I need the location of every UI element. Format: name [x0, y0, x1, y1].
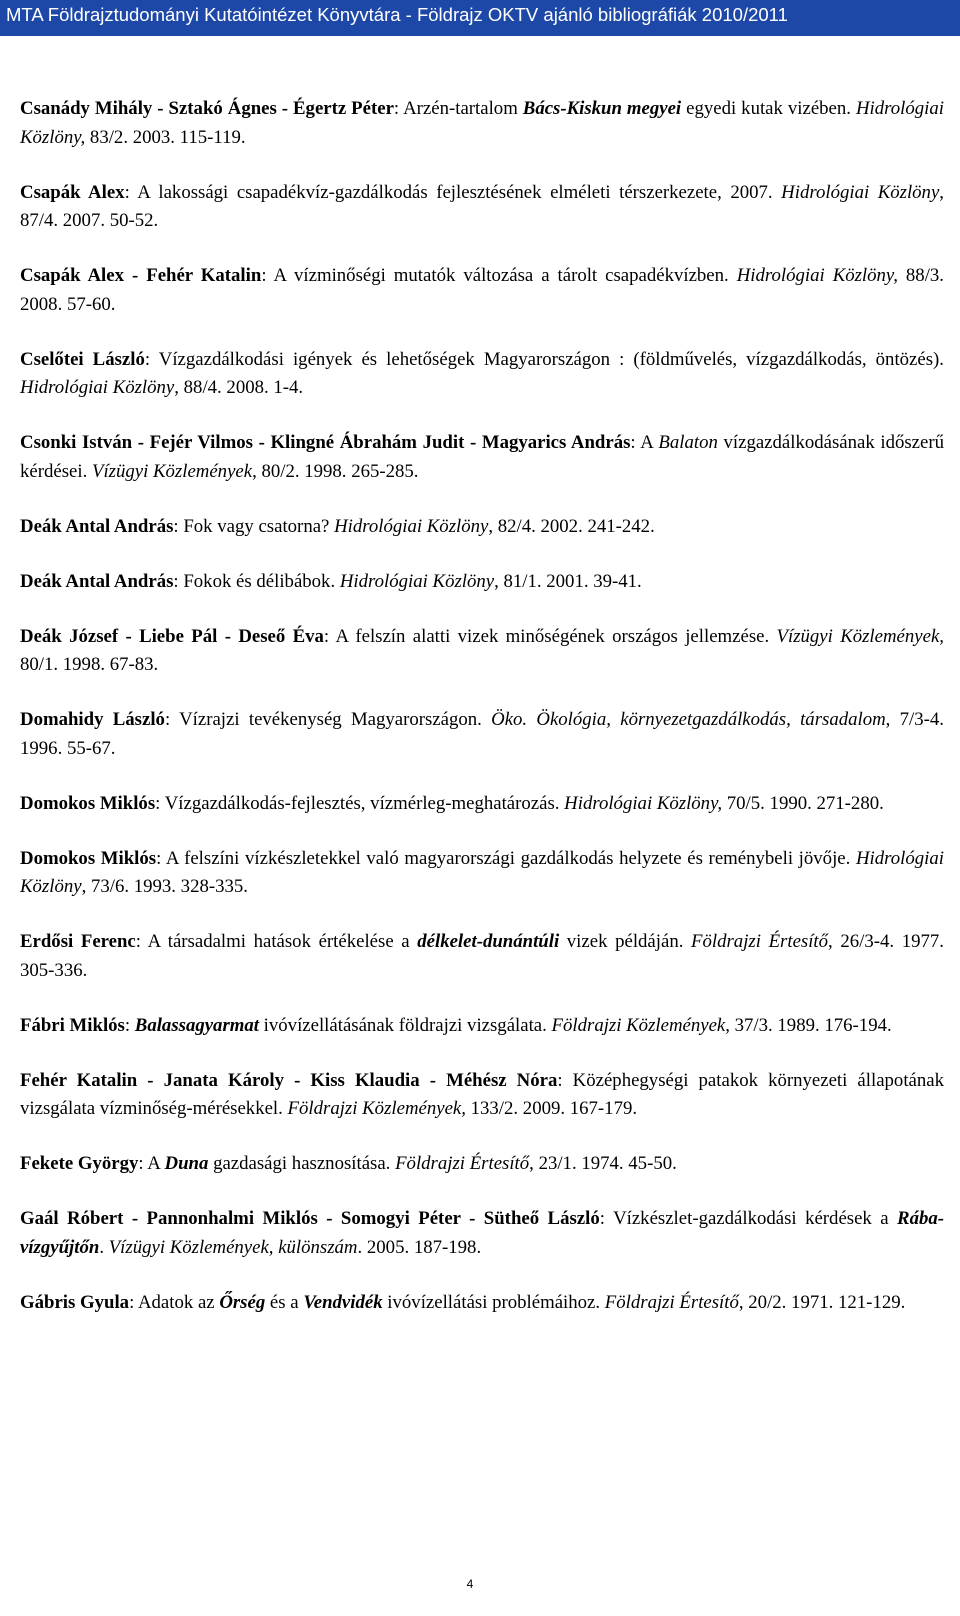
- entry-author: Domokos Miklós: [20, 792, 156, 814]
- entry-journal: Vízügyi Közlemények, különszám: [108, 1236, 358, 1258]
- entry-journal: Hidrológiai Közlöny: [334, 515, 489, 537]
- entry-author: Cselőtei László: [20, 348, 145, 370]
- entry-title: A lakossági csapadékvíz-gazdálkodás fejlesztésének elméleti térszerkezete, 2007.: [137, 181, 782, 203]
- bibliography-entry: Cselőtei László: Vízgazdálkodási igények és lehetőségek Magyarországon : (földművelés, vízgazdálkodás, öntözés). Hidrológiai Közlöny, 88/4. 2008. 1-4.: [20, 348, 944, 398]
- entry-place-name: Balaton: [658, 432, 718, 453]
- entry-reference: , 80/2. 1998. 265-285.: [252, 460, 419, 482]
- entry-journal: Vízügyi Közlemények,: [776, 625, 944, 647]
- entry-reference: , 7/3-4. 1996. 55-67.: [20, 709, 944, 759]
- page-header: [0, 0, 960, 36]
- entry-journal: Hidrológiai Közlöny: [20, 847, 944, 897]
- entry-place-name: Rába-vízgyűjtőn: [20, 1208, 944, 1258]
- entry-journal: Földrajzi Közlemények,: [287, 1098, 466, 1119]
- entry-title: A: [147, 1153, 165, 1174]
- page-number: 4: [466, 1577, 474, 1591]
- entry-journal: Földrajzi Értesítő: [395, 1153, 530, 1174]
- entry-title: A: [640, 432, 659, 453]
- bibliography-entry: Domahidy László: Vízrajzi tevékenység Magyarországon. Öko. Ökológia, környezetgazdálkodás, társadalom, 7/3-4. 1996. 55-67.: [20, 709, 944, 759]
- entry-journal: Földrajzi Értesítő: [691, 931, 829, 952]
- entry-place-name: Balassagyarmat: [134, 1014, 259, 1036]
- entry-journal: Hidrológiai Közlöny: [781, 181, 940, 203]
- entry-reference: , 88/4. 2008. 1-4.: [174, 377, 304, 398]
- entry-author: Deák Antal András: [20, 515, 174, 537]
- entry-title: Vízkészlet-gazdálkodási kérdések a: [613, 1208, 898, 1229]
- entry-title: Vízgazdálkodási igények és lehetőségek Magyarországon : (földművelés, vízgazdálkodás, öntözés).: [158, 348, 944, 370]
- entry-reference: , 87/4. 2007. 50-52.: [20, 181, 944, 231]
- entry-place-name: délkelet-dunántúli: [417, 931, 560, 952]
- entry-reference: , 73/6. 1993. 328-335.: [81, 876, 248, 897]
- bibliography-entry: Csapák Alex: A lakossági csapadékvíz-gazdálkodás fejlesztésének elméleti térszerkezete, 2007. Hidrológiai Közlöny, 87/4. 2007. 50-52.: [20, 181, 944, 231]
- bibliography-entry: Csapák Alex - Fehér Katalin: A vízminőségi mutatók változása a tárolt csapadékvízben. Hidrológiai Közlöny, 88/3. 2008. 57-60.: [20, 265, 944, 315]
- entry-title: ivóvízellátásának földrajzi vizsgálata.: [258, 1014, 552, 1036]
- entry-author: Csonki István - Fejér Vilmos - Klingné Ábrahám Judit - Magyarics András: [20, 432, 631, 453]
- entry-journal: Földrajzi Közlemények: [551, 1014, 726, 1036]
- entry-reference: 80/1. 1998. 67-83.: [20, 654, 159, 675]
- entry-title: A társadalmi hatások értékelése a: [147, 931, 418, 952]
- entry-author: Fehér Katalin - Janata Károly - Kiss Klaudia - Méhész Nóra: [20, 1069, 558, 1091]
- bibliography-entry: Fábri Miklós: Balassagyarmat ivóvízellátásának földrajzi vizsgálata. Földrajzi Közlemények, 37/3. 1989. 176-194.: [20, 1014, 892, 1036]
- entry-reference: , 23/1. 1974. 45-50.: [529, 1153, 677, 1174]
- entry-title: Fok vagy csatorna?: [183, 515, 335, 537]
- entry-reference: 83/2. 2003. 115-119.: [85, 126, 246, 148]
- entry-title: Vízrajzi tevékenység Magyarországon.: [179, 709, 492, 730]
- entry-author: Deák Antal András: [20, 570, 174, 592]
- entry-journal: Hidrológiai Közlöny,: [20, 98, 944, 148]
- bibliography-entry: Deák Antal András: Fokok és délibábok. Hidrológiai Közlöny, 81/1. 2001. 39-41.: [20, 570, 642, 592]
- entry-journal: Földrajzi Értesítő: [604, 1291, 739, 1313]
- entry-title: és a: [265, 1291, 304, 1313]
- entry-author: Erdősi Ferenc: [20, 931, 136, 952]
- bibliography-entry: Erdősi Ferenc: A társadalmi hatások értékelése a délkelet-dunántúli vizek példáján. Földrajzi Értesítő, 26/3-4. 1977. 305-336.: [20, 931, 944, 981]
- entry-place-name: Duna: [164, 1153, 209, 1174]
- entry-author: Fábri Miklós: [20, 1014, 125, 1036]
- entry-author: Deák József - Liebe Pál - Deseő Éva: [20, 625, 324, 647]
- entry-author: Csapák Alex: [20, 181, 125, 203]
- entry-title: ivóvízellátási problémáihoz.: [382, 1291, 605, 1313]
- entry-journal: Hidrológiai Közlöny,: [736, 265, 898, 286]
- entry-reference: , 26/3-4. 1977. 305-336.: [20, 931, 944, 981]
- entry-title: egyedi kutak vizében.: [681, 98, 856, 119]
- bibliography-entry: Csanády Mihály - Sztakó Ágnes - Égertz Péter: Arzén-tartalom Bács-Kiskun megyei egyedi kutak vizében. Hidrológiai Közlöny, 83/2. 2003. 115-119.: [20, 98, 944, 148]
- entry-journal: Hidrológiai Közlöny: [20, 377, 175, 398]
- entry-reference: 88/3. 2008. 57-60.: [20, 265, 944, 315]
- bibliography-entry: Fekete György: A Duna gazdasági hasznosítása. Földrajzi Értesítő, 23/1. 1974. 45-50.: [20, 1153, 677, 1174]
- entry-title: vizek példáján.: [559, 931, 692, 952]
- entry-reference: , 20/2. 1971. 121-129.: [738, 1291, 906, 1313]
- bibliography-entry: Gaál Róbert - Pannonhalmi Miklós - Somogyi Péter - Sütheő László: Vízkészlet-gazdálkodási kérdések a Rába-vízgyűjtőn. Vízügyi Közlemények, különszám. 2005. 187-198.: [20, 1208, 944, 1258]
- entry-author: Domokos Miklós: [20, 847, 157, 869]
- entry-author: Domahidy László: [20, 709, 165, 730]
- entry-reference: 70/5. 1990. 271-280.: [722, 792, 884, 814]
- entry-author: Fekete György: [20, 1153, 139, 1174]
- entry-title: A felszín alatti vizek minőségének országos jellemzése.: [335, 625, 777, 647]
- bibliography-entry: Deák Antal András: Fok vagy csatorna? Hidrológiai Közlöny, 82/4. 2002. 241-242.: [20, 515, 655, 537]
- bibliography-list: [20, 95, 944, 1344]
- entry-journal: Hidrológiai Közlöny,: [564, 792, 723, 814]
- entry-journal: Hidrológiai Közlöny: [339, 570, 495, 592]
- entry-title: vízgazdálkodásának időszerű kérdései.: [20, 432, 944, 482]
- entry-place-name: Bács-Kiskun megyei: [522, 98, 682, 119]
- entry-reference: , 37/3. 1989. 176-194.: [725, 1014, 892, 1036]
- entry-author: Gaál Róbert - Pannonhalmi Miklós - Somogyi Péter - Sütheő László: [20, 1208, 600, 1229]
- entry-journal: Öko. Ökológia, környezetgazdálkodás, társadalom: [491, 709, 886, 730]
- bibliography-entry: Deák József - Liebe Pál - Deseő Éva: A felszín alatti vizek minőségének országos jellemzése. Vízügyi Közlemények, 80/1. 1998. 67-83.: [20, 625, 944, 675]
- entry-title: A felszíni vízkészletekkel való magyarországi gazdálkodás helyzete és reménybeli jövője.: [165, 847, 856, 869]
- entry-reference: , 82/4. 2002. 241-242.: [488, 515, 655, 537]
- entry-title: Adatok az: [137, 1291, 220, 1313]
- entry-title: Arzén-tartalom: [403, 98, 523, 119]
- entry-title: gazdasági hasznosítása.: [208, 1153, 396, 1174]
- entry-title: Vízgazdálkodás-fejlesztés, vízmérleg-meghatározás.: [164, 792, 565, 814]
- page-header-title: MTA Földrajztudományi Kutatóintézet Könyvtára - Földrajz OKTV ajánló bibliográfiák 2010/2011: [6, 4, 788, 25]
- entry-author: Csanády Mihály - Sztakó Ágnes - Égertz Péter: [20, 98, 394, 119]
- bibliography-entry: Csonki István - Fejér Vilmos - Klingné Ábrahám Judit - Magyarics András: A Balaton vízgazdálkodásának időszerű kérdései. Vízügyi Közlemények, 80/2. 1998. 265-285.: [20, 432, 944, 482]
- entry-author: Csapák Alex - Fehér Katalin: [20, 265, 262, 286]
- bibliography-entry: Gábris Gyula: Adatok az Őrség és a Vendvidék ivóvízellátási problémáihoz. Földrajzi Értesítő, 20/2. 1971. 121-129.: [20, 1291, 906, 1313]
- entry-reference: 133/2. 2009. 167-179.: [465, 1098, 638, 1119]
- entry-author: Gábris Gyula: [20, 1291, 130, 1313]
- entry-title: Fokok és délibábok.: [183, 570, 340, 592]
- bibliography-entry: Domokos Miklós: Vízgazdálkodás-fejlesztés, vízmérleg-meghatározás. Hidrológiai Közlöny, 70/5. 1990. 271-280.: [20, 792, 884, 814]
- bibliography-entry: Domokos Miklós: A felszíni vízkészletekkel való magyarországi gazdálkodás helyzete és reménybeli jövője. Hidrológiai Közlöny, 73/6. 1993. 328-335.: [20, 847, 944, 897]
- entry-title: Középhegységi patakok környezeti állapotának vizsgálata vízminőség-mérésekkel.: [20, 1069, 944, 1119]
- entry-reference: . 2005. 187-198.: [357, 1236, 482, 1258]
- entry-place-name: Őrség: [219, 1291, 266, 1313]
- entry-title: .: [99, 1236, 109, 1258]
- entry-place-name: Vendvidék: [303, 1291, 383, 1313]
- entry-reference: , 81/1. 2001. 39-41.: [494, 570, 642, 592]
- entry-title: A vízminőségi mutatók változása a tárolt csapadékvízben.: [273, 265, 737, 286]
- bibliography-entry: Fehér Katalin - Janata Károly - Kiss Klaudia - Méhész Nóra: Középhegységi patakok környezeti állapotának vizsgálata vízminőség-mérésekkel. Földrajzi Közlemények, 133/2. 2009. 167-179.: [20, 1069, 944, 1119]
- entry-journal: Vízügyi Közlemények: [91, 460, 253, 482]
